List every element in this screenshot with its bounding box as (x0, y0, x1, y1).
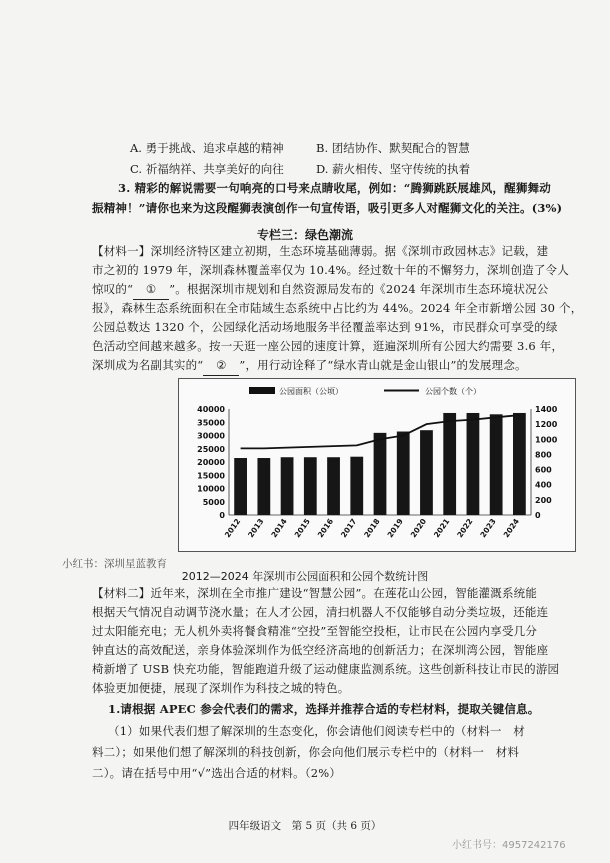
y-left-tick-label: 0 (219, 511, 225, 520)
question-3-line2: 振精神！”请你也来为这段醒狮表演创作一句宣传语，吸引更多人对醒狮文化的关注。(3%) (92, 201, 563, 215)
material-1-text: 深圳成为名副其实的“ (92, 358, 204, 372)
material-1-line: 市之初的 1979 年，深圳森林覆盖率仅为 10.4%。经过数十年的不懈努力，深圳创造了令人 (92, 263, 569, 277)
x-tick-label: 2019 (385, 516, 405, 540)
legend-bar-swatch (249, 387, 275, 394)
material-1-line (92, 356, 527, 376)
y-right-tick-label: 400 (535, 480, 552, 490)
x-tick-label: 2018 (362, 516, 382, 540)
bar (234, 458, 247, 515)
material-1-line: 【材料一】深圳经济特区建立初期，生态环境基础薄弱。据《深圳市政园林志》记载，建 (92, 244, 549, 258)
y-right-tick-label: 1400 (535, 405, 558, 414)
y-left-tick-label: 25000 (197, 444, 225, 454)
legend-line-label: 公园个数（个） (425, 387, 481, 396)
x-tick-label: 2015 (292, 516, 312, 540)
bar (327, 457, 340, 515)
x-tick-label: 2020 (408, 516, 429, 540)
material-1-text: 惊叹的“ (92, 282, 134, 296)
y-left-tick-label: 30000 (197, 431, 225, 441)
x-tick-label: 2012 (222, 516, 243, 540)
bar (513, 413, 526, 515)
option-b: B. 团结协作、默契配合的智慧 (316, 141, 470, 155)
y-right-tick-label: 600 (535, 465, 552, 475)
chart-caption: 2012—2024 年深圳市公园面积和公园个数统计图 (181, 570, 429, 583)
x-tick-label: 2014 (269, 516, 289, 540)
material-2-line: 体验更加便捷，展现了深圳作为科技之城的特色。 (92, 681, 350, 695)
watermark-left: 小红书：深圳星蓝教育 (62, 558, 167, 570)
bar (397, 432, 410, 515)
bar (257, 458, 270, 515)
bar (374, 433, 387, 515)
material-1-line: 报》，森林生态系统面积在全市陆域生态系统中占比约为 44%。2024 年全市新增公园 30 个， (92, 301, 583, 315)
material-1-text: ”。根据深圳市规划和自然资源局发布的《2024 年深圳市生态环境状况公 (169, 282, 549, 296)
legend-bar-label: 公园面积（公顷） (279, 387, 343, 396)
x-tick-label: 2013 (246, 516, 266, 540)
question-1-title: 1.请根据 APEC 参会代表们的需求，选择并推荐合适的专栏材料，提取关键信息。 (108, 702, 540, 716)
y-left-tick-label: 15000 (197, 471, 225, 481)
material-2-line: 椅新增了 USB 快充功能，智能跑道升级了运动健康监测系统。这些创新科技让市民的游园 (92, 662, 560, 676)
y-left-tick-label: 5000 (202, 497, 225, 507)
material-1-text: ”，用行动诠释了“绿水青山就是金山银山”的发展理念。 (239, 358, 527, 372)
material-1-line: 色活动空间越来越多。按一天逛一座公园的速度计算，逛遍深圳所有公园大约需要 3.6 年， (92, 339, 564, 353)
y-right-tick-label: 1200 (535, 420, 558, 430)
x-tick-label: 2017 (339, 516, 359, 540)
option-c: C. 祈福纳祥、共享美好的向往 (130, 162, 284, 176)
y-right-tick-label: 200 (535, 495, 552, 505)
park-chart (178, 378, 576, 552)
y-right-tick-label: 800 (535, 450, 552, 460)
x-tick-label: 2021 (431, 516, 452, 540)
material-2-line: 【材料二】近年来，深圳在全市推广建设“智慧公园”。在莲花山公园，智能灌溉系统能 (92, 586, 538, 600)
bar (467, 413, 480, 515)
y-right-tick-label: 0 (535, 511, 541, 520)
bar (304, 457, 317, 515)
question-1-sub1: （1）如果代表们想了解深圳的生态变化，你会请他们阅读专栏中的（材料一 材 (108, 724, 526, 738)
watermark-right: 小红书号：4957242176 (452, 840, 566, 851)
y-right-tick-label: 1000 (535, 435, 558, 445)
chart-svg (179, 379, 575, 551)
question-3-line1: 3. 精彩的解说需要一句响亮的口号来点睛收尾，例如：“腾狮跳跃展雄风，醒狮舞动 (118, 181, 551, 195)
y-left-tick-label: 20000 (197, 458, 225, 467)
page-footer: 四年级语文 第 5 页（共 6 页） (228, 820, 382, 832)
material-2-line: 根据天气情况自动调节浇水量；在人才公园，清扫机器人不仅能够自动分类垃圾，还能连 (92, 605, 549, 619)
x-tick-label: 2022 (455, 516, 475, 540)
y-left-tick-label: 35000 (197, 418, 225, 428)
bar (443, 413, 456, 515)
blank-1: ① (133, 280, 169, 300)
bar (420, 430, 433, 515)
x-tick-label: 2024 (501, 516, 522, 540)
x-tick-label: 2023 (478, 516, 498, 540)
option-a: A. 勇于挑战、追求卓越的精神 (130, 141, 284, 155)
material-1-line: 公园总数达 1320 个，公园绿化活动场地服务半径覆盖率达到 91%，市民群众可享受的绿 (92, 320, 558, 334)
question-1-sub3: 二）。请在括号中用“√”选出合适的材料。（2%） (92, 766, 342, 780)
option-d: D. 薪火相传、坚守传统的执着 (316, 162, 471, 176)
material-2-line: 钟直达的高效配送，亲身体验深圳作为低空经济高地的创新活力；在深圳湾公园，智能座 (92, 643, 549, 657)
material-2-line: 过太阳能充电；无人机外卖将餐食精准“空投”至智能空投柜，让市民在公园内享受几分 (92, 624, 538, 638)
question-1-sub2: 料二）；如果他们想了解深圳的科技创新，你会向他们展示专栏中的（材料一 材料 (92, 745, 520, 759)
bar (281, 457, 294, 515)
blank-2: ② (203, 356, 239, 376)
section-title: 专栏三：绿色潮流 (256, 228, 353, 242)
material-1-line (92, 280, 549, 300)
bar (490, 414, 503, 515)
x-tick-label: 2016 (315, 516, 336, 540)
y-left-tick-label: 40000 (197, 405, 225, 414)
bar (350, 457, 363, 515)
y-left-tick-label: 10000 (197, 484, 225, 494)
